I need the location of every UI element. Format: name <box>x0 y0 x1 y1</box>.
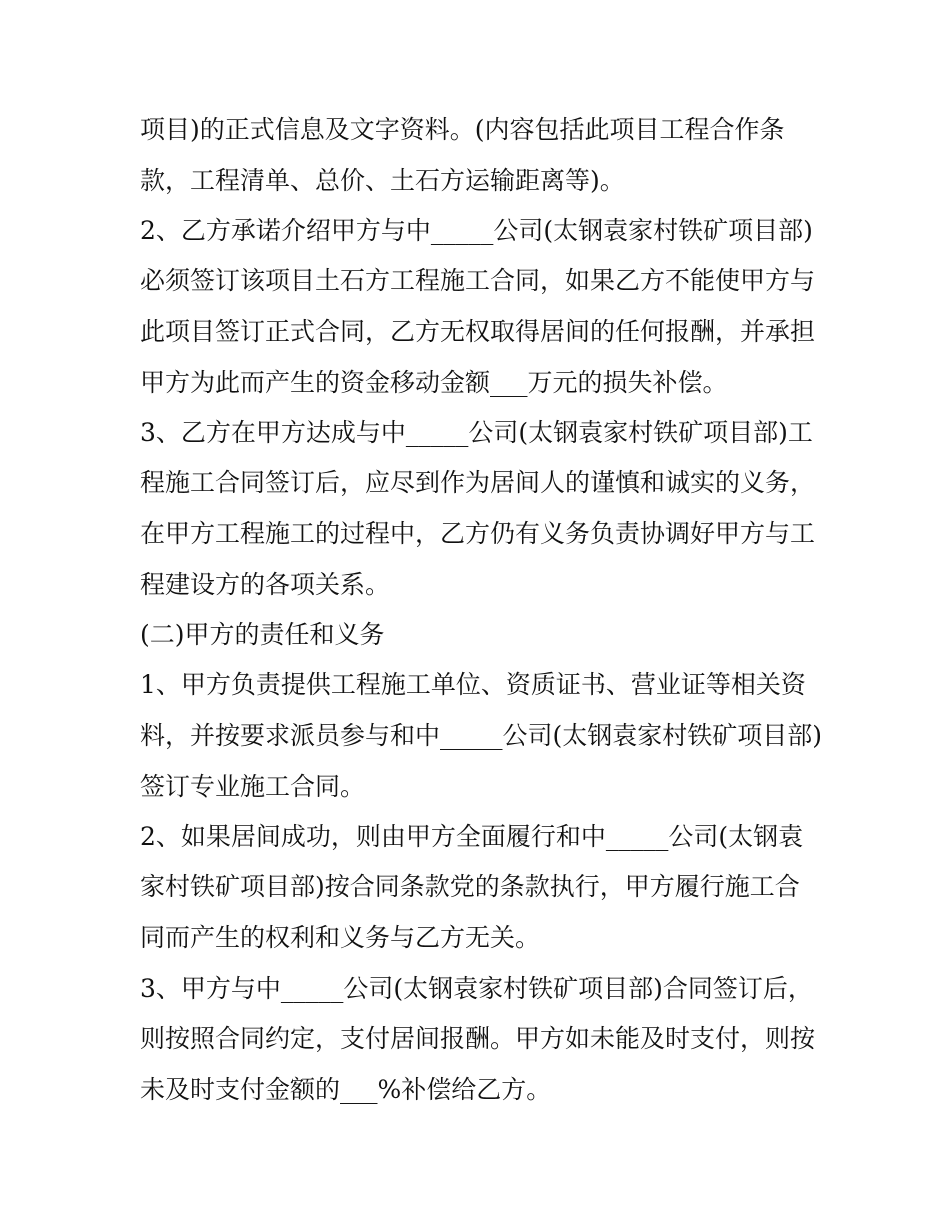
document-line: 项目)的正式信息及文字资料。(内容包括此项目工程合作条 <box>140 115 785 144</box>
document-line: 在甲方工程施工的过程中，乙方仍有义务负责协调好甲方与工 <box>140 519 816 548</box>
document-line: 同而产生的权利和义务与乙方无关。 <box>140 923 541 952</box>
document-line: 此项目签订正式合同，乙方无权取得居间的任何报酬，并承担 <box>140 317 816 346</box>
document-line: 家村铁矿项目部)按合同条款党的条款执行，甲方履行施工合 <box>140 872 800 901</box>
document-line: 程建设方的各项关系。 <box>140 570 391 599</box>
section-heading: (二)甲方的责任和义务 <box>140 620 385 649</box>
document-line: 款，工程清单、总价、土石方运输距离等)。 <box>140 166 625 195</box>
document-line: 2、如果居间成功，则由甲方全面履行和中_____公司(太钢袁 <box>140 822 804 851</box>
document-line: 料，并按要求派员参与和中_____公司(太钢袁家村铁矿项目部) <box>140 721 823 750</box>
document-line: 未及时支付金额的___%补偿给乙方。 <box>140 1075 552 1104</box>
document-line: 2、乙方承诺介绍甲方与中_____公司(太钢袁家村铁矿项目部) <box>140 216 813 245</box>
document-line: 必须签订该项目土石方工程施工合同，如果乙方不能使甲方与 <box>140 266 816 295</box>
document-line: 程施工合同签订后，应尽到作为居间人的谨慎和诚实的义务， <box>140 468 816 497</box>
document-line: 则按照合同约定，支付居间报酬。甲方如未能及时支付，则按 <box>140 1024 816 1053</box>
document-line: 签订专业施工合同。 <box>140 772 366 801</box>
document-line: 3、甲方与中_____公司(太钢袁家村铁矿项目部)合同签订后， <box>140 974 813 1003</box>
document-line: 1、甲方负责提供工程施工单位、资质证书、营业证等相关资 <box>140 670 806 699</box>
document-line: 甲方为此而产生的资金移动金额___万元的损失补偿。 <box>140 368 728 397</box>
document-line: 3、乙方在甲方达成与中_____公司(太钢袁家村铁矿项目部)工 <box>140 418 813 447</box>
